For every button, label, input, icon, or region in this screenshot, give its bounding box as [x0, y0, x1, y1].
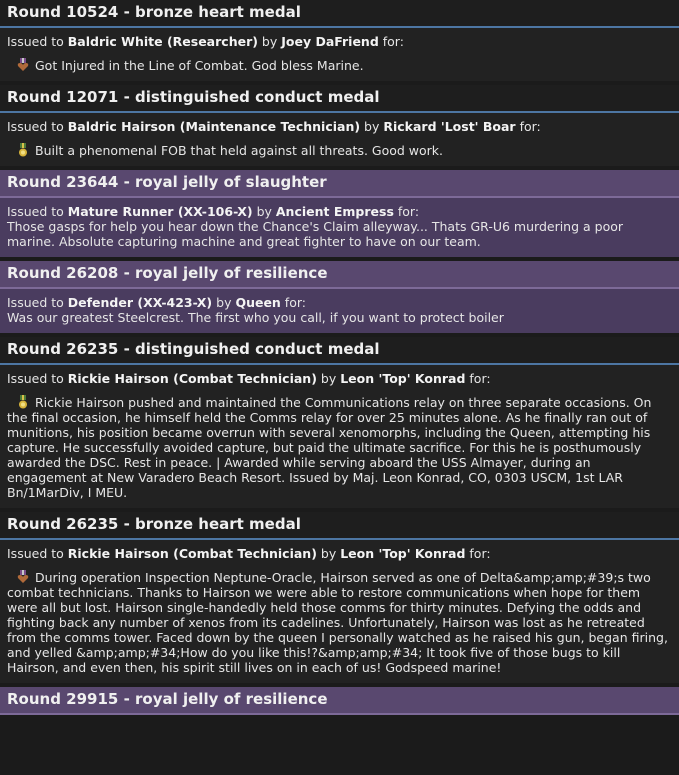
award-body — [0, 113, 679, 166]
citation-body: Got Injured in the Line of Combat. God bless Marine. — [35, 58, 364, 73]
award-card — [0, 170, 679, 257]
award-title: Round 29915 - royal jelly of resilience — [0, 687, 679, 715]
award-card — [0, 0, 679, 81]
by-word: by — [316, 371, 341, 386]
issued-prefix: Issued to — [7, 204, 68, 219]
issuer-name: Ancient Empress — [275, 204, 394, 219]
award-title: Round 23644 - royal jelly of slaughter — [0, 170, 679, 198]
issued-line — [7, 546, 672, 561]
by-word: by — [316, 546, 341, 561]
award-body — [0, 289, 679, 333]
citation-body: Built a phenomenal FOB that held against all threats. Good work. — [35, 143, 444, 158]
award-card — [0, 512, 679, 683]
award-body — [0, 540, 679, 683]
bronze-heart-medal-icon — [7, 58, 35, 73]
issued-prefix: Issued to — [7, 546, 68, 561]
issued-line — [7, 204, 672, 219]
citation-body: Rickie Hairson pushed and maintained the Communications relay on three separate occasions. On the final occasion, he himself held the Comms relay for over 25 minutes alone. As he finally ran out of munitions, his position became overrun with several xenomorphs, including the Queen, attempting his capture. He successfully avoided capture, but paid the ultimate sacrifice. For this he is posthumously awarded the DSC. Rest in peace. | Awarded while serving aboard the USS Almayer, during an engagement at New Varadero Beach Resort. Issued by Maj. Leon Konrad, CO, 0303 USCM, 1st LAR Bn/1MarDiv, I MEU. — [7, 395, 652, 500]
recipient-name: Baldric White (Researcher) — [67, 34, 258, 49]
by-word: by — [360, 119, 384, 134]
issued-prefix: Issued to — [7, 295, 68, 310]
award-title: Round 26235 - distinguished conduct medal — [0, 337, 679, 365]
issuer-name: Rickard 'Lost' Boar — [383, 119, 516, 134]
recipient-name: Rickie Hairson (Combat Technician) — [67, 371, 317, 386]
award-body — [0, 365, 679, 508]
for-word: for: — [515, 119, 541, 134]
issued-line — [7, 371, 672, 386]
recipient-name: Rickie Hairson (Combat Technician) — [67, 546, 317, 561]
citation-text — [7, 570, 672, 675]
citation-text — [7, 395, 672, 500]
award-card — [0, 261, 679, 333]
distinguished-conduct-medal-icon — [7, 395, 35, 410]
citation-text — [7, 310, 672, 325]
award-body — [0, 198, 679, 257]
citation-text — [7, 219, 672, 249]
award-card — [0, 337, 679, 508]
recipient-name: Mature Runner (XX-106-X) — [67, 204, 253, 219]
for-word: for: — [280, 295, 306, 310]
award-card — [0, 85, 679, 166]
award-title: Round 26208 - royal jelly of resilience — [0, 261, 679, 289]
issued-line — [7, 295, 672, 310]
issued-prefix: Issued to — [7, 371, 68, 386]
award-title: Round 10524 - bronze heart medal — [0, 0, 679, 28]
citation-text — [7, 143, 672, 158]
issued-line — [7, 34, 672, 49]
bronze-heart-medal-icon — [7, 570, 35, 585]
recipient-name: Baldric Hairson (Maintenance Technician) — [67, 119, 361, 134]
issuer-name: Leon 'Top' Konrad — [340, 546, 466, 561]
recipient-name: Defender (XX-423-X) — [67, 295, 213, 310]
issued-prefix: Issued to — [7, 34, 68, 49]
distinguished-conduct-medal-icon — [7, 143, 35, 158]
for-word: for: — [393, 204, 420, 219]
by-word: by — [212, 295, 236, 310]
by-word: by — [252, 204, 276, 219]
award-body — [0, 28, 679, 81]
issuer-name: Joey DaFriend — [281, 34, 379, 49]
for-word: for: — [465, 371, 491, 386]
by-word: by — [257, 34, 282, 49]
issued-prefix: Issued to — [7, 119, 68, 134]
award-title: Round 12071 - distinguished conduct medal — [0, 85, 679, 113]
citation-body: Those gasps for help you hear down the Chance's Claim alleyway... Thats GR-U6 murdering a poor marine. Absolute capturing machine and great fighter to have on our team. — [7, 219, 624, 249]
issuer-name: Queen — [235, 295, 281, 310]
for-word: for: — [465, 546, 491, 561]
issuer-name: Leon 'Top' Konrad — [340, 371, 466, 386]
for-word: for: — [378, 34, 404, 49]
citation-body: Was our greatest Steelcrest. The first who you call, if you want to protect boiler — [7, 310, 504, 325]
award-card — [0, 687, 679, 715]
issued-line — [7, 119, 672, 134]
citation-body: During operation Inspection Neptune-Oracle, Hairson served as one of Delta&amp;amp;#39;s two combat technicians. Thanks to Hairson we were able to restore communications when hope for them were all but lost. Hairson single-handedly held those comms for thirty minutes. Defying the odds and fighting back any number of xenos from its cadelines. Unfortunately, Hairson was lost as he retreated from the comms tower. Faced down by the queen I personally watched as he raised his gun, began firing, and yelled &amp;amp;#34;How do you like this!?&amp;amp;#34; It took five of those bugs to kill Hairson, and even then, his spirit still lives on in each of us! Godspeed marine! — [7, 570, 668, 675]
citation-text — [7, 58, 672, 73]
award-title: Round 26235 - bronze heart medal — [0, 512, 679, 540]
